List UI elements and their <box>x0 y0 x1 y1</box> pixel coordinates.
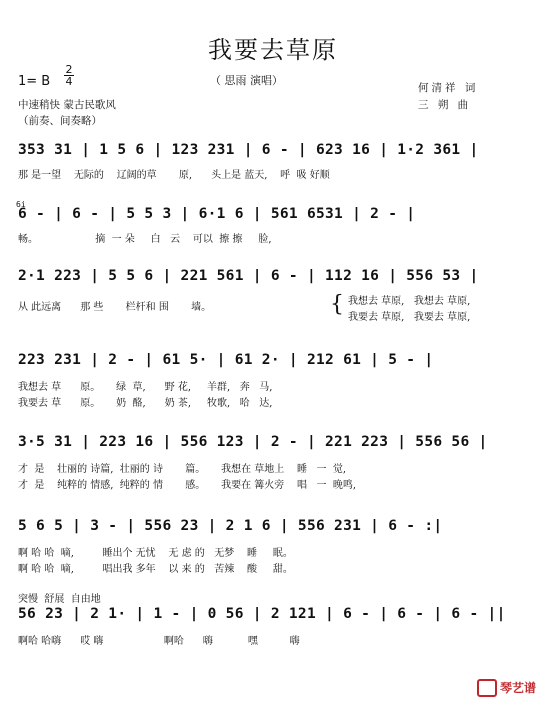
score-row-3 <box>18 264 528 326</box>
score-row-6 <box>18 514 528 580</box>
score-row-2 <box>18 200 528 250</box>
page-title: 我要去草原 <box>208 36 338 64</box>
notes-line: 3·5 31 | 223 16 | 556 123 | 2 - | 221 223 | 556 56 | <box>18 434 488 450</box>
score-row-5 <box>18 430 528 496</box>
notes-line: 353 31 | 1 5 6 | 123 231 | 6 - | 623 16 | 1·2 361 | <box>18 142 479 158</box>
score-row-1 <box>18 138 528 188</box>
performer-label: （ 思雨 演唱） <box>210 74 283 87</box>
tempo-style: 中速稍快 蒙古民歌风 <box>18 99 116 111</box>
score-row-7 <box>18 590 528 650</box>
lyrics-brace-2: 我要去 草原, 我要去 草原, <box>348 312 471 323</box>
lyrics-line-1: 畅。 摘 一 朵 白 云 可以 擦 擦 脸, <box>18 234 272 245</box>
lyrics-line-2: 啊 哈 哈 嘀, 唱出我 多年 以 来 的 苦辣 酸 甜。 <box>18 564 293 575</box>
lyrics-line-1: 啊哈 哈嗨 哎 嗨 啊哈 嗨 嘿 嗨 <box>18 636 300 647</box>
lyrics-line-1: 啊 哈 哈 嘀, 睡出个 无忧 无 虑 的 无梦 睡 眠。 <box>18 548 293 559</box>
notes-line: 56 23 | 2 1· | 1 - | 0 56 | 2 121 | 6 - | 6 - | 6 - || <box>18 606 506 622</box>
lyrics-line-1: 那 是一望 无际的 辽阔的草 原, 头上是 蓝天, 呼 吸 好顺 <box>18 170 330 181</box>
lyric-brace: { <box>330 292 344 317</box>
lyrics-line-2: 才 是 纯粹的 情感, 纯粹的 情 感。 我要在 篝火旁 唱 一 晚鸣, <box>18 480 357 491</box>
lyrics-brace-1: 我想去 草原, 我想去 草原, <box>348 296 471 307</box>
lyrics-line-1: 才 是 壮丽的 诗篇, 壮丽的 诗 篇。 我想在 草地上 睡 一 觉, <box>18 464 347 475</box>
score-row-4 <box>18 348 528 414</box>
logo-mark-icon <box>477 679 497 697</box>
key-signature: 1= B <box>18 74 51 89</box>
notes-line: 6 - | 6 - | 5 5 3 | 6·1 6 | 561 6531 | 2 - | <box>18 206 416 222</box>
site-logo <box>477 679 536 698</box>
meter-bottom: 4 <box>65 75 73 88</box>
logo-text: 琴艺谱 <box>499 680 536 695</box>
tag-mark: 6i <box>16 200 26 209</box>
lyrics-line-2: 我要去 草 原。 奶 酪, 奶 茶, 牧歌, 哈 达, <box>18 398 273 409</box>
lyrics-line-1: 从 此远离 那 些 栏杆和 围 墙。 <box>18 302 212 313</box>
lyricist-credit: 何清祥 词 <box>418 82 479 94</box>
notes-line: 223 231 | 2 - | 61 5· | 61 2· | 212 61 | 5 - | <box>18 352 434 368</box>
notes-line: 2·1 223 | 5 5 6 | 221 561 | 6 - | 112 16 | 556 53 | <box>18 268 479 284</box>
tempo-mark: 突慢 舒展 自由地 <box>18 594 101 605</box>
composer-credit: 三 朔 曲 <box>418 99 472 111</box>
notes-line: 5 6 5 | 3 - | 556 23 | 2 1 6 | 556 231 | 6 - :| <box>18 518 443 534</box>
time-signature <box>64 64 74 87</box>
lyrics-line-1: 我想去 草 原。 绿 草, 野 花, 羊群, 奔 马, <box>18 382 273 393</box>
meter-top: 2 <box>65 63 73 76</box>
prelude-note: （前奏、间奏略） <box>18 115 102 127</box>
